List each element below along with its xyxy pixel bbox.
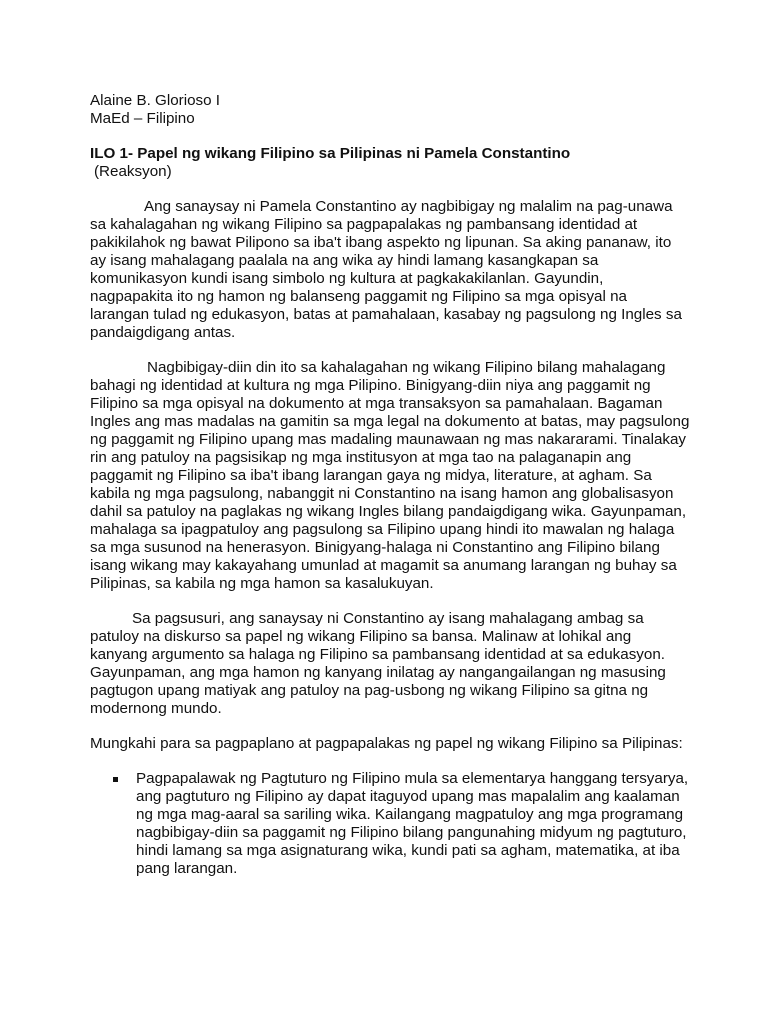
square-bullet-icon — [113, 777, 118, 782]
paragraph-2: Nagbibigay-diin din ito sa kahalagahan ng wikang Filipino bilang mahalagang bahagi ng identidad at kultura ng mga Pilipino. Binigyang-diin niya ang paggamit ng Filipino sa mga opisyal na dokumento at mga transaksyon sa pamahalaan. Bagaman Ingles ang mas madalas na gamitin sa mga legal na dokumento at batas, may pagsulong ng paggamit ng Filipino upang mas madaling maunawaan ng mas nakararami. Tinalakay rin ang patuloy na pagsisikap ng mga institusyon at mga tao na palaganapin ang paggamit ng Filipino sa iba't ibang larangan gaya ng midya, literature, at agham. Sa kabila ng mga pagsulong, nabanggit ni Constantino na isang hamon ang globalisasyon dahil sa patuloy na paglakas ng wikang Ingles bilang pandaigdigang wika. Gayunpaman, mahalaga sa ipagpatuloy ang pagsulong sa Filipino upang hindi ito mawalan ng halaga sa mga susunod na henerasyon. Binigyang-halaga ni Constantino ang Filipino bilang isang wikang may kakayahang umunlad at magamit sa anumang larangan ng buhay sa Pilipinas, sa kabila ng mga hamon sa kasalukuyan. — [90, 359, 690, 592]
document-page — [90, 92, 690, 878]
list-item-text: Pagpapalawak ng Pagtuturo ng Filipino mula sa elementarya hanggang tersyarya, ang pagtuturo ng Filipino ay dapat itaguyod upang mas mapalalim ang kaalaman ng mga mag-aaral sa sariling wika. Kailangang magpatuloy ang mga programang nagbibigay-diin sa paggamit ng Filipino bilang pangunahing midyum ng pagtuturo, hindi lamang sa mga asignaturang wika, kundi pati sa agham, matematika, at iba pang larangan. — [136, 770, 689, 877]
author-name: Alaine B. Glorioso I — [90, 92, 220, 109]
list-item — [90, 770, 690, 878]
recommendation-list — [90, 770, 690, 878]
document-subtitle: (Reaksyon) — [94, 163, 172, 180]
paragraph-1: Ang sanaysay ni Pamela Constantino ay nagbibigay ng malalim na pag-unawa sa kahalagahan ng wikang Filipino sa pagpapalakas ng pambansang identidad at pakikilahok ng bawat Pilipono sa iba't ibang aspekto ng lipunan. Sa aking pananaw, ito ay isang mahalagang paalala na ang wika ay hindi lamang kasangkapan sa komunikasyon kundi isang simbolo ng kultura at pagkakakilanlan. Gayundin, nagpapakita ito ng hamon ng balanseng paggamit ng Filipino sa mga opisyal na larangan tulad ng edukasyon, batas at pamahalaan, kasabay ng pagsulong ng Ingles sa pandaigdigang antas. — [90, 198, 682, 341]
paragraph-4: Mungkahi para sa pagpaplano at pagpapalakas ng papel ng wikang Filipino sa Pilipinas: — [90, 735, 683, 752]
paragraph-3: Sa pagsusuri, ang sanaysay ni Constantino ay isang mahalagang ambag sa patuloy na diskurso sa papel ng wikang Filipino sa bansa. Malinaw at lohikal ang kanyang argumento sa halaga ng Filipino sa pambansang identidad at sa edukasyon. Gayunpaman, ang mga hamon ng kanyang inilatag ay nangangailangan ng masusing pagtugon upang matiyak ang patuloy na pag-usbong ng wikang Filipino sa gitna ng modernong mundo. — [90, 610, 666, 717]
document-title: ILO 1- Papel ng wikang Filipino sa Pilipinas ni Pamela Constantino — [90, 145, 571, 162]
program-name: MaEd – Filipino — [90, 110, 195, 127]
